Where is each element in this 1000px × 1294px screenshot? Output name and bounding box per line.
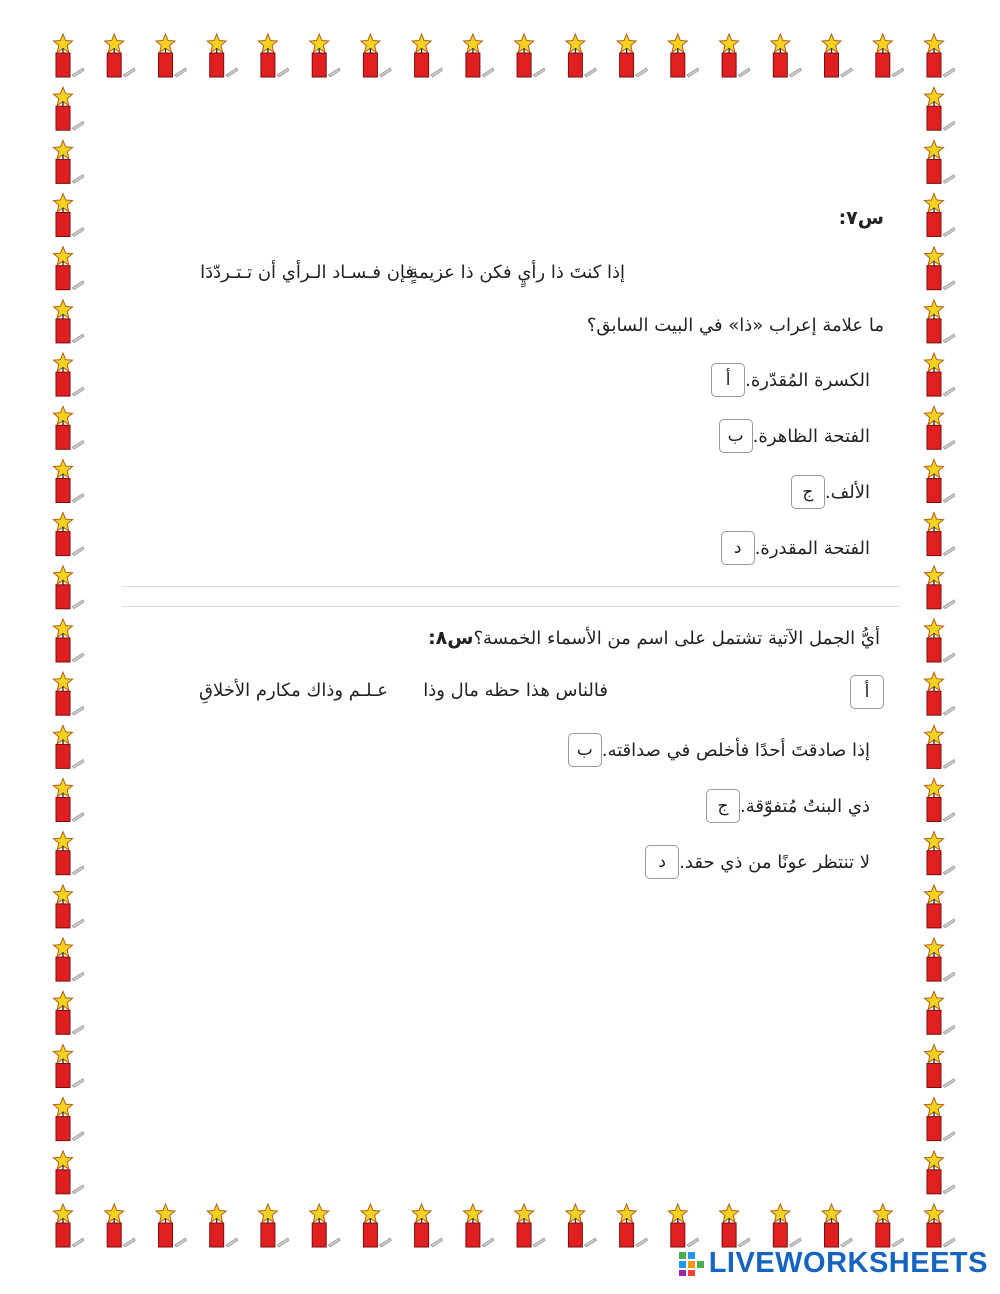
candle-icon — [54, 460, 85, 503]
candle-icon — [771, 34, 802, 77]
option-key-box[interactable]: ج — [706, 789, 740, 823]
brand-text: LIVEWORKSHEETS — [708, 1247, 988, 1279]
candle-icon — [925, 406, 956, 449]
candle-icon — [54, 938, 85, 981]
q7-option-a[interactable] — [711, 363, 884, 397]
candle-icon — [925, 513, 956, 556]
option-key-box[interactable]: د — [645, 845, 679, 879]
candle-icon — [515, 34, 546, 77]
option-text: إذا صادقتَ أحدًا فأخلص في صداقته. — [601, 739, 870, 761]
candle-icon — [822, 34, 853, 77]
q7-question-text: ما علامة إعراب «ذا» في البيت السابق؟ — [586, 315, 884, 336]
candle-icon — [54, 1098, 85, 1141]
candle-icon — [156, 1204, 187, 1247]
candle-icon — [54, 353, 85, 396]
liveworksheets-logo — [679, 1247, 988, 1280]
candle-icon — [207, 1204, 238, 1247]
option-text: الفتحة الظاهرة. — [752, 425, 870, 447]
candle-icon — [925, 34, 956, 77]
candle-icon — [873, 34, 904, 77]
candle-icon — [925, 460, 956, 503]
q8-option-a[interactable] — [850, 675, 884, 709]
q8-option-c[interactable] — [706, 789, 884, 823]
option-key-box[interactable]: د — [721, 531, 755, 565]
option-text: لا تنتظر عونًا من ذي حقد. — [679, 851, 870, 873]
candle-icon — [54, 406, 85, 449]
candle-icon — [54, 194, 85, 237]
candle-icon — [925, 1151, 956, 1194]
question-7-label: س٧: — [838, 207, 884, 229]
candle-icon — [54, 247, 85, 290]
candle-icon — [361, 1204, 392, 1247]
option-key-box[interactable]: ب — [719, 419, 753, 453]
question-8-heading — [428, 627, 884, 649]
candle-icon — [925, 1098, 956, 1141]
candle-icon — [566, 1204, 597, 1247]
candle-icon — [925, 725, 956, 768]
candle-icon — [925, 353, 956, 396]
candle-icon — [463, 34, 494, 77]
candle-icon — [925, 194, 956, 237]
candle-icon — [54, 619, 85, 662]
candle-icon — [54, 34, 85, 77]
candle-icon — [771, 1204, 802, 1247]
candle-icon — [873, 1204, 904, 1247]
candle-icon — [925, 832, 956, 875]
candle-icon — [925, 991, 956, 1034]
candle-icon — [822, 1204, 853, 1247]
candle-icon — [54, 991, 85, 1034]
option-key-box[interactable]: أ — [850, 675, 884, 709]
q8-option-b[interactable] — [568, 733, 884, 767]
candle-icon — [361, 34, 392, 77]
candle-icon — [925, 672, 956, 715]
candle-icon — [925, 619, 956, 662]
q8-question-text: أيُّ الجمل الآتية تشتمل على اسم من الأسماء الخمسة؟ — [473, 627, 880, 649]
candle-icon — [310, 1204, 341, 1247]
candle-icon — [925, 779, 956, 822]
option-key-box[interactable]: أ — [711, 363, 745, 397]
candle-icon — [925, 300, 956, 343]
candle-icon — [925, 938, 956, 981]
q7-poem-first-hemistich: إذا كنتَ ذا رأيٍ فكن ذا عزيمةٍ — [409, 262, 625, 283]
candle-icon — [412, 1204, 443, 1247]
q7-option-d[interactable] — [721, 531, 884, 565]
grid-logo-icon — [679, 1252, 705, 1276]
candle-icon — [668, 1204, 699, 1247]
candle-icon — [258, 1204, 289, 1247]
question-8-label: س٨: — [428, 627, 474, 649]
option-text: الفتحة المقدرة. — [754, 537, 870, 559]
candle-icon — [54, 1204, 85, 1247]
candle-icon — [54, 300, 85, 343]
candle-icon — [54, 1151, 85, 1194]
candle-icon — [207, 34, 238, 77]
candle-icon — [412, 34, 443, 77]
section-divider — [122, 606, 900, 607]
section-divider — [122, 586, 900, 587]
candle-icon — [105, 34, 136, 77]
option-text: الألف. — [824, 481, 870, 503]
option-key-box[interactable]: ج — [791, 475, 825, 509]
option-key-box[interactable]: ب — [568, 733, 602, 767]
candle-icon — [54, 87, 85, 130]
option-text: ذي البنتُ مُتفوّقة. — [739, 795, 870, 817]
q7-poem-second-hemistich: فإن فـسـاد الـرأي أن تـتـردّدَا — [200, 262, 414, 283]
candle-icon — [54, 885, 85, 928]
q8-option-a-first-hemistich: فالناس هذا حظه مال وذا — [423, 680, 608, 701]
candle-icon — [925, 1045, 956, 1088]
candle-icon — [925, 87, 956, 130]
candle-icon — [668, 34, 699, 77]
candle-icon — [54, 140, 85, 183]
candle-icon — [617, 1204, 648, 1247]
q8-option-a-second-hemistich: عـلـم وذاك مكارم الأخلاقِ — [199, 680, 388, 701]
candle-icon — [617, 34, 648, 77]
q7-option-b[interactable] — [719, 419, 884, 453]
option-text: الكسرة المُقدّرة. — [745, 369, 870, 391]
candle-icon — [258, 34, 289, 77]
candle-icon — [54, 779, 85, 822]
q7-option-c[interactable] — [791, 475, 884, 509]
candle-icon — [925, 1204, 956, 1247]
candle-icon — [925, 140, 956, 183]
q8-option-d[interactable] — [645, 845, 884, 879]
candle-icon — [310, 34, 341, 77]
candle-icon — [720, 34, 751, 77]
candle-icon — [515, 1204, 546, 1247]
candle-icon — [54, 672, 85, 715]
candle-icon — [54, 513, 85, 556]
candle-icon — [463, 1204, 494, 1247]
candle-icon — [54, 1045, 85, 1088]
candle-icon — [54, 725, 85, 768]
candle-icon — [54, 832, 85, 875]
candle-icon — [720, 1204, 751, 1247]
candle-icon — [925, 566, 956, 609]
candle-icon — [925, 885, 956, 928]
candle-icon — [54, 566, 85, 609]
candle-icon — [156, 34, 187, 77]
candle-icon — [105, 1204, 136, 1247]
candle-icon — [566, 34, 597, 77]
candle-icon — [925, 247, 956, 290]
